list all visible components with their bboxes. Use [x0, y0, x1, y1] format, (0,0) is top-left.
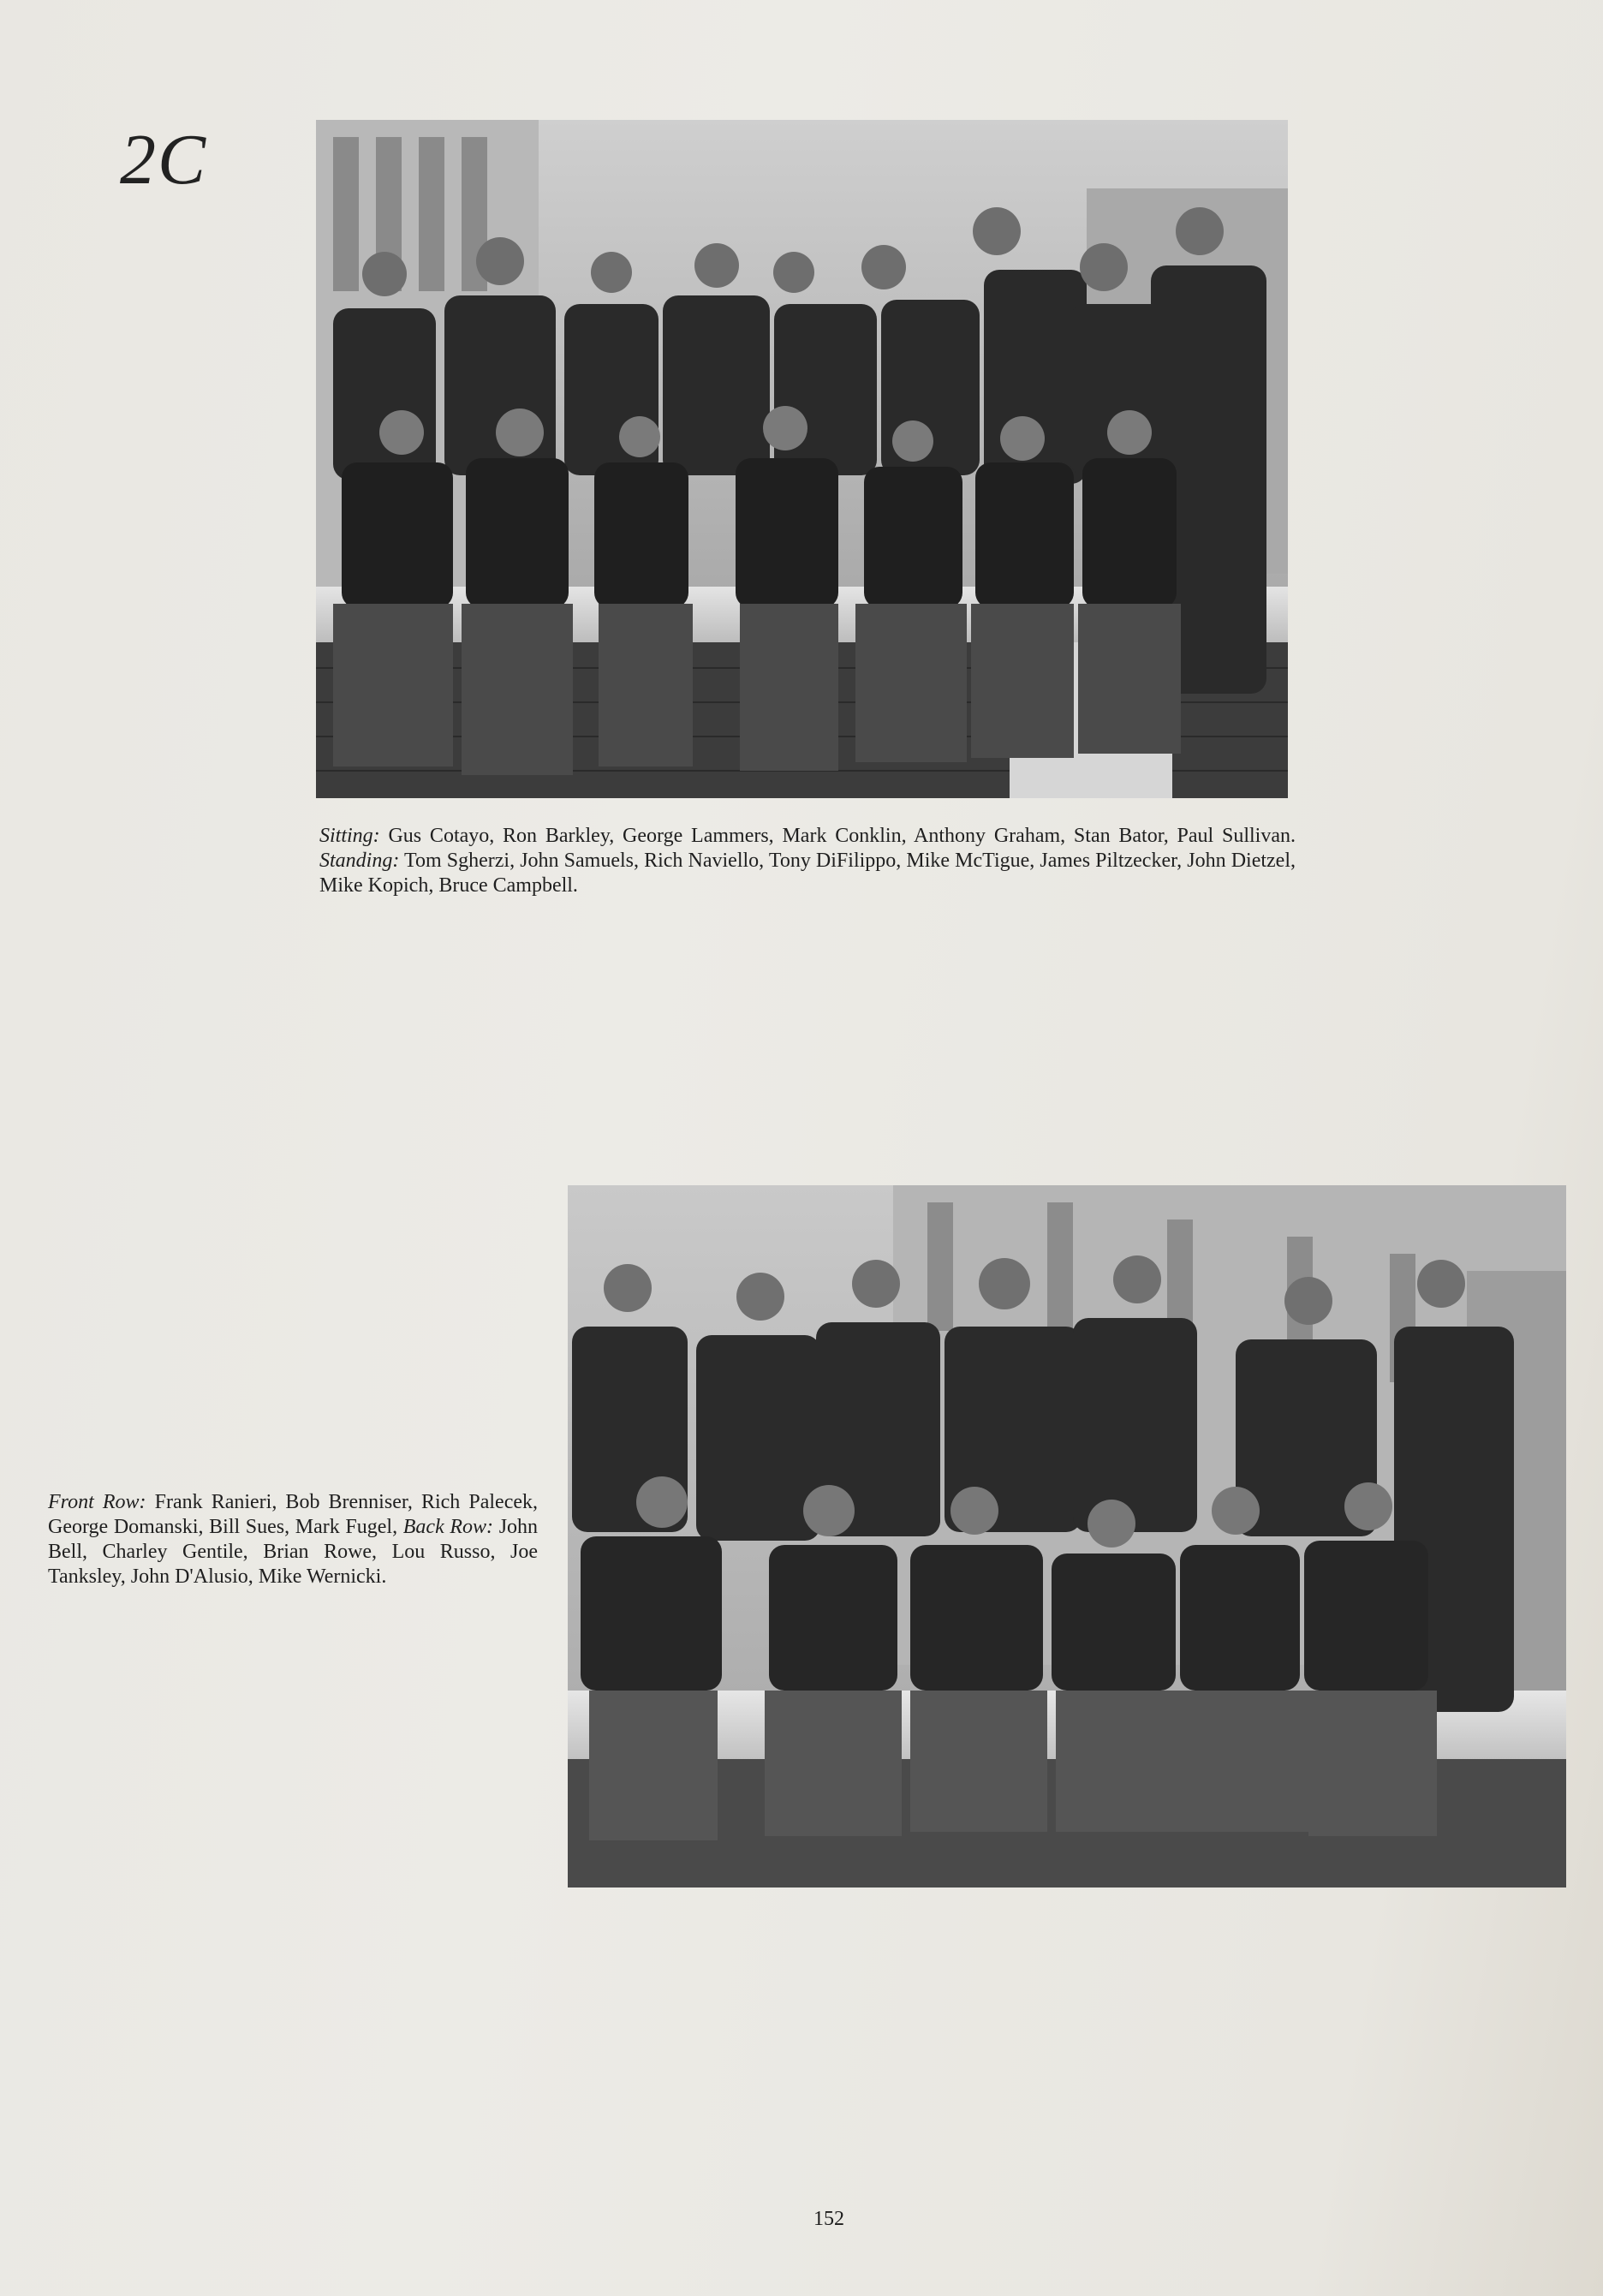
photo-bottom-image: [568, 1185, 1566, 1887]
caption-bottom-names-front: Frank Ranieri, Bob Brenniser, Rich Palecek, George Domanski, Bill Sues, Mark Fugel,: [48, 1491, 539, 1538]
caption-top: [319, 824, 1296, 898]
caption-bottom: [48, 1490, 538, 1589]
caption-top-names-sitting: Gus Cotayo, Ron Barkley, George Lammers, Mark Conklin, Anthony Graham, Stan Bator, Paul Sullivan.: [388, 825, 1296, 847]
caption-bottom-names-back: John Bell, Charley Gentile, Brian Rowe, Lou Russo, Joe Tanksley, John D'Alusio, Mike Wernicki.: [48, 1516, 539, 1588]
page-heading: 2C: [120, 120, 208, 200]
caption-top-names-standing: Tom Sgherzi, John Samuels, Rich Naviello, Tony DiFilippo, Mike McTigue, James Piltzecker, John Dietzel, Mike Kopich, Bruce Campbell.: [319, 850, 1296, 897]
group-photo-top: [316, 120, 1288, 798]
page-number: 152: [813, 2208, 844, 2230]
group-photo-bottom: [568, 1185, 1566, 1887]
caption-top-label-sitting: Sitting:: [319, 825, 380, 847]
photo-top-image: [316, 120, 1288, 798]
caption-bottom-label-back: Back Row:: [402, 1516, 494, 1538]
caption-bottom-label-front: Front Row:: [48, 1491, 146, 1513]
caption-top-label-standing: Standing:: [319, 850, 400, 872]
